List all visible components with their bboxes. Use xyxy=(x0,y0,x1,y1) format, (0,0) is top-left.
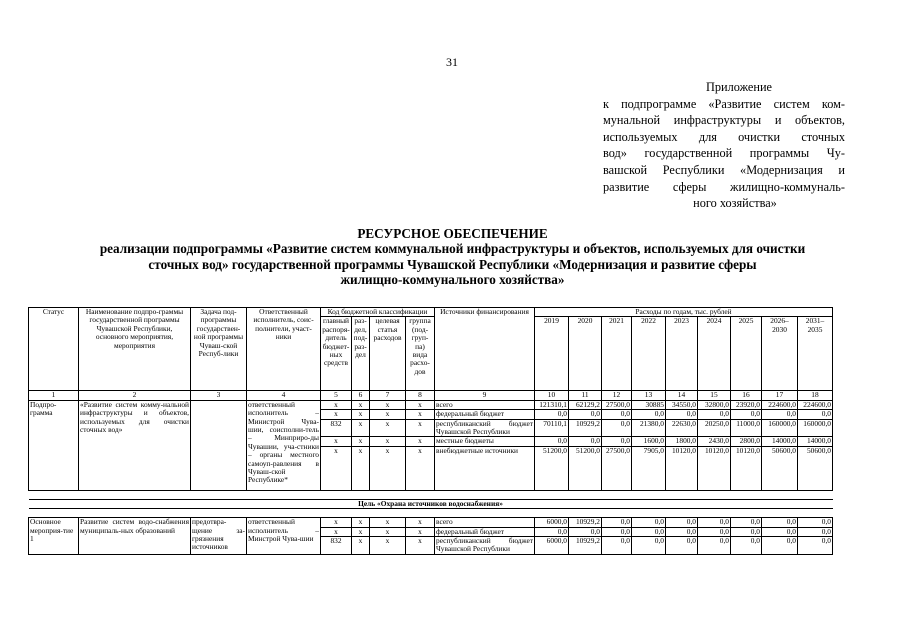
cell-main-manager: x xyxy=(321,446,352,490)
cell-year-value: 62129,2 xyxy=(569,400,602,409)
cell-source: внебюджетные источники xyxy=(435,446,535,490)
cell-year-value: 121310,1 xyxy=(535,400,569,409)
appendix-line: к подпрограмме «Развитие систем ком- xyxy=(603,96,845,111)
title-heading: РЕСУРСНОЕ ОБЕСПЕЧЕНИЕ xyxy=(357,226,548,241)
cell-expense-type: x xyxy=(406,419,435,437)
cell-year-value: 51200,0 xyxy=(535,446,569,490)
cell-year-value: 0,0 xyxy=(666,527,698,536)
cell-year-value: 10929,2 xyxy=(569,537,602,555)
cell-year-value: 6000,0 xyxy=(535,518,569,527)
header-year: 2031–2035 xyxy=(798,317,833,391)
column-number: 7 xyxy=(370,391,406,400)
column-number: 5 xyxy=(321,391,352,400)
column-number: 2 xyxy=(79,391,191,400)
cell-year-value: 10120,0 xyxy=(666,446,698,490)
cell-expense-type: x xyxy=(406,527,435,536)
cell-source: республиканский бюджет Чувашской Республики xyxy=(436,536,533,554)
cell-year-value: 0,0 xyxy=(535,437,569,446)
cell-year-value: 0,0 xyxy=(762,537,798,555)
header-name: Наименование подпро-граммы государственной программы Чувашской Республики, основного мероприятия, мероприятия xyxy=(79,308,191,391)
goal-row xyxy=(29,499,833,508)
cell-year-value: 0,0 xyxy=(762,527,798,536)
cell-year-value: 0,0 xyxy=(602,537,632,555)
cell-year-value: 224600,0 xyxy=(798,400,833,409)
cell-section: x xyxy=(352,410,370,419)
document-title xyxy=(60,226,845,288)
cell-year-value: 0,0 xyxy=(698,518,731,527)
table-row xyxy=(29,400,833,409)
cell-year-value: 70110,1 xyxy=(535,419,569,437)
table-row xyxy=(29,518,833,527)
column-number: 9 xyxy=(435,391,535,400)
header-year: 2024 xyxy=(698,317,731,391)
cell-source: местные бюджеты xyxy=(435,437,535,446)
cell-year-value: 14000,0 xyxy=(798,437,833,446)
cell-year-value: 0,0 xyxy=(731,410,762,419)
header-year: 2023 xyxy=(666,317,698,391)
header-year: 2021 xyxy=(602,317,632,391)
cell-year-value: 0,0 xyxy=(602,518,632,527)
row-responsible: ответственный исполнитель – Минстрой Чува-шии xyxy=(247,518,321,555)
column-number: 10 xyxy=(535,391,569,400)
appendix-block xyxy=(603,79,845,212)
row-task xyxy=(191,400,247,490)
cell-section: x xyxy=(352,400,370,409)
column-number: 1 xyxy=(29,391,79,400)
appendix-heading: Приложение xyxy=(706,80,772,94)
header-row xyxy=(29,308,833,317)
cell-year-value: 7905,0 xyxy=(632,446,666,490)
cell-year-value: 0,0 xyxy=(602,527,632,536)
cell-year-value: 0,0 xyxy=(632,527,666,536)
appendix-line: используемых для очистки сточных xyxy=(603,129,845,144)
cell-year-value: 0,0 xyxy=(798,527,833,536)
cell-year-value: 0,0 xyxy=(632,410,666,419)
cell-year-value: 10120,0 xyxy=(698,446,731,490)
cell-year-value: 0,0 xyxy=(798,537,833,555)
cell-expense-type: x xyxy=(406,410,435,419)
cell-year-value: 30885 xyxy=(632,400,666,409)
row-name: Развитие систем водо-снабжения муниципаль-ных образований xyxy=(79,518,191,555)
row-name: «Развитие систем комму-нальной инфраструктуры и объектов, используемых для очистки сточных вод» xyxy=(79,400,191,490)
cell-section: x xyxy=(352,419,370,437)
cell-source: федеральный бюджет xyxy=(435,527,535,536)
cell-source: всего xyxy=(435,400,535,409)
column-number: 12 xyxy=(602,391,632,400)
title-line: жилищно-коммунального хозяйства» xyxy=(340,272,565,288)
cell-source: республиканский бюджет Чувашской Республики xyxy=(436,419,533,437)
cell-year-value: 10120,0 xyxy=(731,446,762,490)
header-year: 2019 xyxy=(535,317,569,391)
cell-year-value: 50600,0 xyxy=(798,446,833,490)
column-number: 17 xyxy=(762,391,798,400)
column-number: 15 xyxy=(698,391,731,400)
cell-section: x xyxy=(352,437,370,446)
cell-year-value: 2800,0 xyxy=(731,437,762,446)
cell-target-article: x xyxy=(370,419,406,437)
page-number: 31 xyxy=(446,55,458,69)
cell-year-value: 14000,0 xyxy=(762,437,798,446)
cell-year-value: 20250,0 xyxy=(698,419,731,437)
cell-year-value: 21380,0 xyxy=(632,419,666,437)
header-code-col: главный распоря-дитель бюджет-ных средств xyxy=(321,317,352,391)
row-status: Подпро-грамма xyxy=(29,400,79,490)
cell-year-value: 0,0 xyxy=(632,537,666,555)
cell-year-value: 0,0 xyxy=(698,527,731,536)
cell-target-article: x xyxy=(370,410,406,419)
cell-target-article: x xyxy=(370,437,406,446)
cell-main-manager: 832 xyxy=(321,419,352,437)
cell-target-article: x xyxy=(370,537,406,555)
cell-year-value: 10929,2 xyxy=(569,518,602,527)
cell-target-article: x xyxy=(370,527,406,536)
resource-table xyxy=(28,307,833,555)
cell-main-manager: x xyxy=(321,437,352,446)
cell-year-value: 0,0 xyxy=(632,518,666,527)
cell-section: x xyxy=(352,518,370,527)
column-number: 18 xyxy=(798,391,833,400)
cell-year-value: 0,0 xyxy=(698,537,731,555)
header-task: Задача под-программы государствен-ной программы Чуваш-ской Респуб-лики xyxy=(191,308,247,391)
cell-year-value: 0,0 xyxy=(698,410,731,419)
cell-section: x xyxy=(352,446,370,490)
column-number: 13 xyxy=(632,391,666,400)
cell-year-value: 0,0 xyxy=(569,527,602,536)
row-task: предотвра-щение за-грязнения источников xyxy=(191,518,247,555)
spacer-row xyxy=(29,509,833,518)
cell-main-manager: x xyxy=(321,527,352,536)
row-responsible: ответственный исполнитель – Министрой Чува-шии, соисполни-тель – Минприро-ды Чувашии, уча-стники – органы местного самоуп-равления в Чуваш-ской Республике* xyxy=(247,400,321,490)
header-code-group: Код бюджетной классификации xyxy=(321,308,435,317)
cell-year-value: 11000,0 xyxy=(731,419,762,437)
column-number: 16 xyxy=(731,391,762,400)
cell-source: федеральный бюджет xyxy=(435,410,535,419)
header-years-group: Расходы по годам, тыс. рублей xyxy=(535,308,833,317)
cell-year-value: 22630,0 xyxy=(666,419,698,437)
header-code-col: группа (под-груп-па) вида расхо-дов xyxy=(406,317,435,391)
cell-year-value: 0,0 xyxy=(535,527,569,536)
cell-year-value: 2430,0 xyxy=(698,437,731,446)
cell-year-value: 0,0 xyxy=(731,527,762,536)
cell-expense-type: x xyxy=(406,446,435,490)
cell-target-article: x xyxy=(370,518,406,527)
cell-year-value: 50600,0 xyxy=(762,446,798,490)
header-code-col: целевая статья расходов xyxy=(370,317,406,391)
header-year: 2022 xyxy=(632,317,666,391)
header-code-col: раз-дел, под-раз-дел xyxy=(352,317,370,391)
column-number: 14 xyxy=(666,391,698,400)
cell-year-value: 51200,0 xyxy=(569,446,602,490)
header-status: Статус xyxy=(29,308,79,391)
cell-year-value: 0,0 xyxy=(731,518,762,527)
cell-year-value: 0,0 xyxy=(666,410,698,419)
cell-year-value: 0,0 xyxy=(762,518,798,527)
cell-year-value: 160000,0 xyxy=(798,419,833,437)
cell-main-manager: x xyxy=(321,410,352,419)
column-number-row xyxy=(29,391,833,400)
cell-source: всего xyxy=(435,518,535,527)
spacer-row xyxy=(29,490,833,499)
cell-year-value: 0,0 xyxy=(569,437,602,446)
header-year: 2026–2030 xyxy=(762,317,798,391)
column-number: 3 xyxy=(191,391,247,400)
cell-expense-type: x xyxy=(406,400,435,409)
appendix-line: ного хозяйства» xyxy=(693,196,777,211)
cell-section: x xyxy=(352,537,370,555)
cell-expense-type: x xyxy=(406,518,435,527)
column-number: 8 xyxy=(406,391,435,400)
header-responsible: Ответственный исполнитель, соис-полнители, участ-ники xyxy=(247,308,321,391)
cell-year-value: 0,0 xyxy=(602,410,632,419)
header-year: 2020 xyxy=(569,317,602,391)
appendix-line: мунальной инфраструктуры и объектов, xyxy=(603,113,845,128)
cell-year-value: 32800,0 xyxy=(698,400,731,409)
header-year: 2025 xyxy=(731,317,762,391)
cell-target-article: x xyxy=(370,400,406,409)
column-number: 6 xyxy=(352,391,370,400)
goal-text: Цель «Охрана источников водоснабжения» xyxy=(29,499,833,508)
cell-section: x xyxy=(352,527,370,536)
cell-year-value: 0,0 xyxy=(731,537,762,555)
cell-year-value: 0,0 xyxy=(569,410,602,419)
cell-year-value: 224600,0 xyxy=(762,400,798,409)
cell-year-value: 0,0 xyxy=(798,518,833,527)
cell-year-value: 0,0 xyxy=(666,518,698,527)
cell-main-manager: x xyxy=(321,400,352,409)
cell-year-value: 0,0 xyxy=(602,419,632,437)
header-sources: Источники финансирования xyxy=(435,308,535,391)
cell-year-value: 34550,0 xyxy=(666,400,698,409)
cell-year-value: 10929,2 xyxy=(569,419,602,437)
row-status: Основное мероприя-тие 1 xyxy=(29,518,79,555)
title-line: сточных вод» государственной программы Чувашской Республики «Модернизация и развитие сферы xyxy=(148,256,757,272)
cell-year-value: 0,0 xyxy=(666,537,698,555)
cell-expense-type: x xyxy=(406,437,435,446)
title-line: реализации подпрограммы «Развитие систем коммунальной инфраструктуры и объектов, используемых для очистки xyxy=(99,241,806,257)
cell-year-value: 0,0 xyxy=(535,410,569,419)
cell-year-value: 27500,0 xyxy=(602,446,632,490)
cell-year-value: 0,0 xyxy=(602,437,632,446)
appendix-line: вод» государственной программы Чу- xyxy=(603,146,845,161)
cell-target-article: x xyxy=(370,446,406,490)
appendix-line: вашской Республики «Модернизация и xyxy=(603,162,845,177)
column-number: 11 xyxy=(569,391,602,400)
cell-year-value: 6000,0 xyxy=(535,537,569,555)
cell-year-value: 1800,0 xyxy=(666,437,698,446)
cell-expense-type: x xyxy=(406,537,435,555)
cell-year-value: 0,0 xyxy=(798,410,833,419)
cell-year-value: 160000,0 xyxy=(762,419,798,437)
cell-year-value: 23920,0 xyxy=(731,400,762,409)
cell-year-value: 27500,0 xyxy=(602,400,632,409)
appendix-line: развитие сферы жилищно-коммуналь- xyxy=(603,179,845,194)
cell-main-manager: x xyxy=(321,518,352,527)
cell-main-manager: 832 xyxy=(321,537,352,555)
cell-year-value: 0,0 xyxy=(762,410,798,419)
column-number: 4 xyxy=(247,391,321,400)
cell-year-value: 1600,0 xyxy=(632,437,666,446)
